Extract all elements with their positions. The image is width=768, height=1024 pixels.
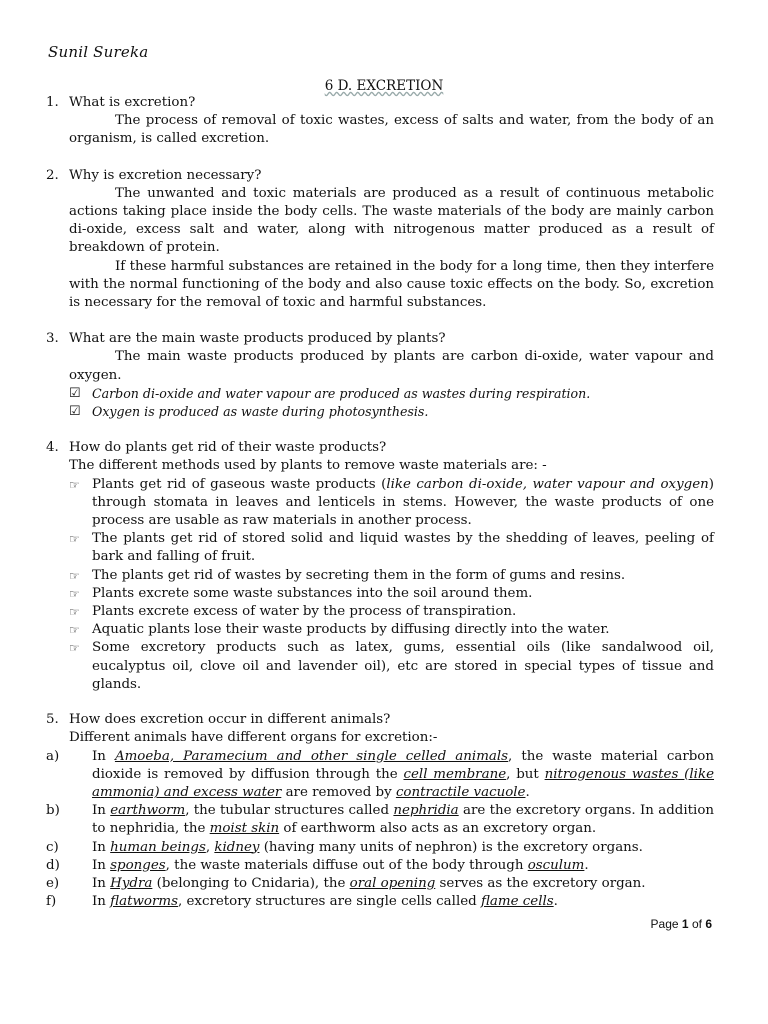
pointing-hand-icon: ☞ (69, 568, 80, 583)
item-text: . (525, 784, 530, 800)
question-4-text (46, 439, 714, 457)
list-item (46, 802, 714, 838)
item-term: flatworms (110, 894, 178, 910)
list-item (46, 603, 714, 621)
item-text: , the waste material carbon dioxide is removed by diffusion through the (92, 748, 714, 782)
item-text: In (92, 894, 111, 910)
answer-5-intro: Different animals have different organs for excretion:- (69, 730, 438, 746)
question-label: How does excretion occur in different animals? (69, 712, 391, 728)
item-text: In (92, 803, 111, 819)
item-term: flame cells (480, 894, 554, 910)
list-item (46, 639, 714, 694)
item-term: moist skin (209, 821, 280, 837)
checkbox-icon: ☑ (69, 385, 81, 401)
list-item-text: Oxygen is produced as waste during photosynthesis. (92, 404, 429, 420)
pointing-hand-icon: ☞ (69, 641, 80, 656)
question-label: Why is excretion necessary? (69, 167, 262, 183)
list-item-text: Plants get rid of gaseous waste products ( (92, 476, 387, 492)
item-text: In (92, 857, 111, 873)
answer-3: The main waste products produced by plants are carbon di-oxide, water vapour and oxygen. (69, 349, 714, 383)
item-text: . (553, 894, 558, 910)
list-item-text: ) through stomata in leaves and lenticels in stems. However, the waste products of one process are usable as raw materials in another process. (92, 476, 715, 529)
item-text: , the tubular structures called (185, 803, 394, 819)
author-name: Sunil Sureka (48, 43, 149, 61)
item-text: of earthworm also acts as an excretory organ. (279, 821, 597, 837)
item-text: , the waste materials diffuse out of the body through (165, 857, 528, 873)
item-letter: a) (46, 748, 60, 764)
question-2 (46, 167, 714, 313)
list-item (46, 476, 714, 531)
item-text: are the excretory organs. In addition to nephridia, the (92, 803, 715, 837)
item-text: In (92, 748, 115, 764)
page-word: Page (650, 917, 679, 931)
answer-4-intro: The different methods used by plants to remove waste materials are: - (69, 458, 547, 474)
question-2-text (46, 167, 714, 185)
list-item-emphasis: like carbon di-oxide, water vapour and oxygen (386, 476, 709, 492)
question-1 (46, 94, 714, 149)
pointing-hand-icon: ☞ (69, 586, 80, 601)
item-term: earthworm (110, 803, 186, 819)
item-term: nitrogenous wastes (like ammonia) and excess water (92, 766, 715, 800)
question-number: 2. (46, 167, 59, 183)
pointing-hand-icon: ☞ (69, 532, 80, 547)
document-body (46, 94, 714, 911)
total-pages: 6 (705, 917, 712, 931)
list-item-text: The plants get rid of wastes by secreting them in the form of gums and resins. (92, 567, 626, 583)
item-text: , but (506, 766, 545, 782)
item-letter: b) (46, 803, 60, 819)
answer-2-para-1: The unwanted and toxic materials are produced as a result of continuous metabolic actions taking place inside the body cells. The waste materials of the body are mainly carbon di-oxide, excess salt and water, along with nitrogenous matter produced as a result of breakdown of protein. (69, 185, 714, 256)
checkbox-list (46, 385, 714, 421)
item-letter: e) (46, 875, 60, 891)
list-item (46, 875, 714, 893)
checkbox-icon: ☑ (69, 404, 81, 420)
question-number: 4. (46, 440, 59, 456)
document-title: 6 D. EXCRETION (324, 78, 444, 94)
question-number: 5. (46, 712, 59, 728)
list-item-text: Plants excrete excess of water by the process of transpiration. (92, 604, 517, 620)
item-text: , (205, 839, 215, 855)
question-label: What is excretion? (69, 95, 196, 110)
list-item (46, 839, 714, 857)
pointing-hand-icon: ☞ (69, 605, 80, 620)
answer-1: The process of removal of toxic wastes, excess of salts and water, from the body of an organism, is called excretion. (69, 113, 714, 147)
list-item (46, 567, 714, 585)
lettered-list (46, 748, 714, 912)
question-5 (46, 711, 714, 911)
item-letter: f) (46, 894, 57, 910)
list-item (46, 621, 714, 639)
item-term: Amoeba, Paramecium and other single celled animals (114, 748, 509, 764)
question-3-text (46, 330, 714, 348)
item-text: (belonging to Cnidaria), the (152, 875, 350, 891)
list-item-text: Aquatic plants lose their waste products by diffusing directly into the water. (92, 622, 610, 638)
list-item-text: Some excretory products such as latex, gums, essential oils (like sandalwood oil, eucalyptus oil, clove oil and lavender oil), etc are stored in special types of tissue and glands. (92, 640, 714, 692)
item-text: serves as the excretory organ. (435, 875, 646, 891)
item-letter: c) (46, 839, 59, 855)
item-term: kidney (214, 839, 260, 855)
pointing-hand-icon: ☞ (69, 477, 80, 492)
question-label: What are the main waste products produced by plants? (69, 331, 446, 347)
item-letter: d) (46, 857, 60, 873)
item-text: In (92, 839, 111, 855)
question-5-text (46, 711, 714, 729)
question-1-text (46, 94, 714, 112)
list-item (46, 403, 714, 421)
item-text: , excretory structures are single cells called (177, 894, 481, 910)
item-term: human beings (110, 839, 206, 855)
item-term: cell membrane (403, 766, 507, 782)
pointing-hand-icon: ☞ (69, 623, 80, 638)
item-term: Hydra (110, 875, 153, 891)
current-page-number: 1 (681, 917, 689, 931)
page-footer (651, 917, 712, 931)
question-number: 3. (46, 331, 59, 347)
item-term: contractile vacuole (395, 784, 526, 800)
list-item (46, 748, 714, 803)
list-item (46, 530, 714, 566)
item-text: (having many units of nephron) is the excretory organs. (259, 839, 643, 855)
item-term: sponges (110, 857, 166, 873)
list-item (46, 857, 714, 875)
list-item-text: The plants get rid of stored solid and liquid wastes by the shedding of leaves, peeling of bark and falling of fruit. (92, 531, 714, 565)
list-item-text: Carbon di-oxide and water vapour are produced as wastes during respiration. (92, 385, 591, 401)
answer-2-para-2: If these harmful substances are retained in the body for a long time, then they interfere with the normal functioning of the body and also cause toxic effects on the body. So, excretion is necessary for the removal of toxic and harmful substances. (69, 258, 714, 311)
list-item-text: Plants excrete some waste substances into the soil around them. (92, 585, 533, 601)
list-item (46, 585, 714, 603)
bullet-list (46, 476, 714, 694)
question-4 (46, 439, 714, 694)
item-text: are removed by (281, 784, 396, 800)
item-term: nephridia (393, 803, 459, 819)
of-word: of (691, 917, 702, 931)
item-term: oral opening (349, 875, 436, 891)
item-term: osculum (527, 857, 585, 873)
question-3 (46, 330, 714, 421)
item-text: In (92, 875, 111, 891)
item-text: . (584, 857, 589, 873)
list-item (46, 893, 714, 911)
question-number: 1. (46, 95, 59, 110)
question-label: How do plants get rid of their waste products? (69, 440, 387, 456)
list-item (46, 385, 714, 403)
